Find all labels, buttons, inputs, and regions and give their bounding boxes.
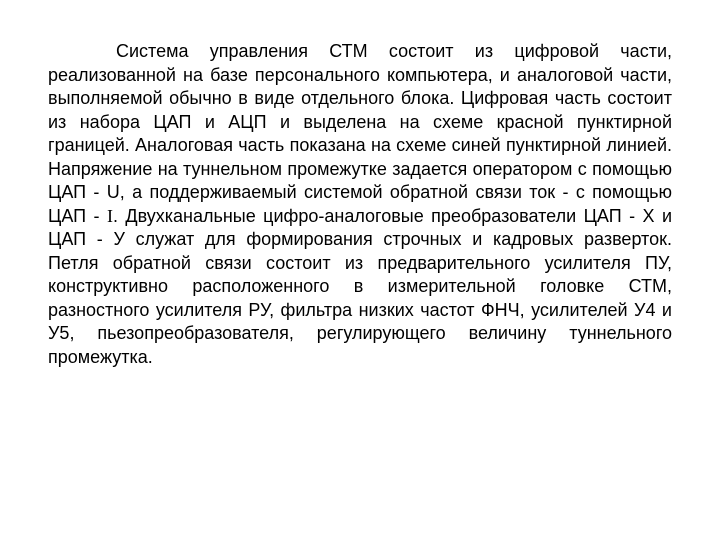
- current-symbol: I: [106, 205, 113, 226]
- text-block: [48, 40, 672, 369]
- body-paragraph: [48, 40, 672, 369]
- paragraph-text-part2: . Двухканальные цифро-аналоговые преобразователи ЦАП - X и ЦАП - У служат для формирования строчных и кадровых разверток. Петля обратной связи состоит из предварительного усилителя ПУ, конструктивно расположенного в измерительной головке СТМ, разностного усилителя РУ, фильтра низких частот ФНЧ, усилителей У4 и У5, пьезопреобразователя, регулирующего величину туннельного промежутка.: [48, 205, 672, 367]
- paragraph-text-part1: Система управления СТМ состоит из цифровой части, реализованной на базе персонального компьютера, и аналоговой части, выполняемой обычно в виде отдельного блока. Цифровая часть состоит из набора ЦАП и АЦП и выделена на схеме красной пунктирной границей. Аналоговая часть показана на схеме синей пунктирной линией. Напряжение на туннельном промежутке задается оператором с помощью ЦАП - U, а поддерживаемый системой обратной связи ток - с помощью ЦАП -: [48, 41, 672, 226]
